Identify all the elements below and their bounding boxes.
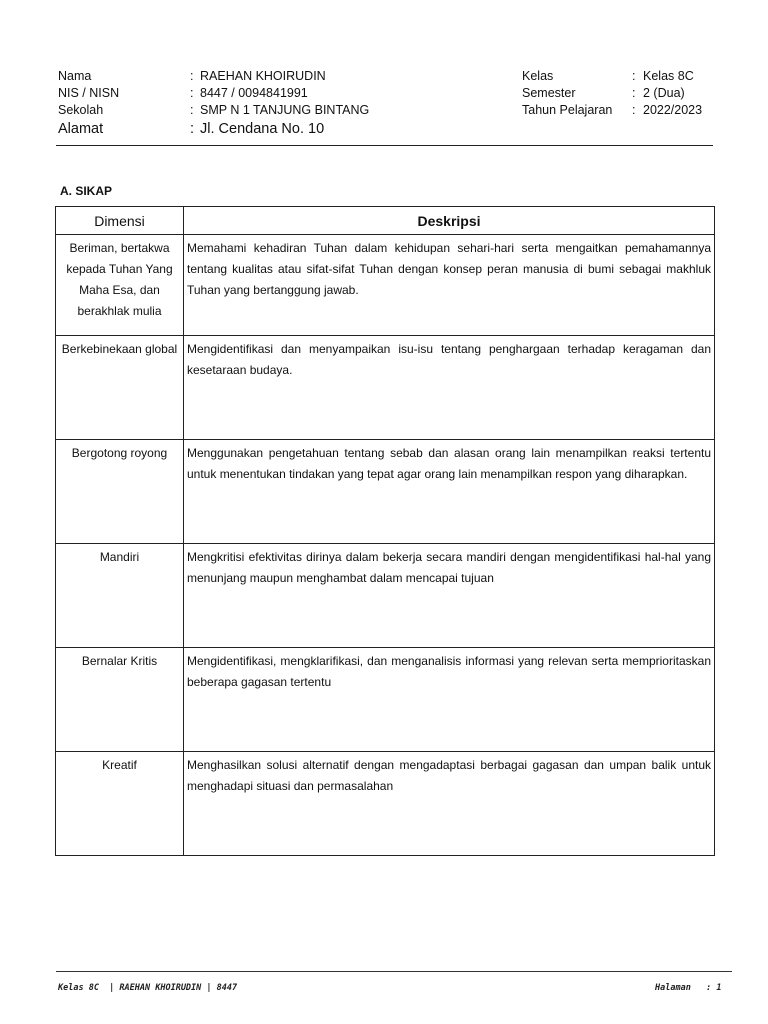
info-label: Kelas [522,69,554,83]
info-value: Jl. Cendana No. 10 [200,121,325,137]
table-row [56,440,715,544]
column-header-deskripsi: Deskripsi [184,207,715,235]
info-value: 2 (Dua) [643,86,685,100]
dimensi-cell: Bernalar Kritis [56,648,184,752]
info-value: 8447 / 0094841991 [200,86,308,100]
dimensi-cell: Mandiri [56,544,184,648]
info-colon: : [632,86,636,100]
info-value: Kelas 8C [643,69,694,83]
table-row [56,336,715,440]
footer-divider [56,971,732,972]
deskripsi-cell: Menggunakan pengetahuan tentang sebab dan alasan orang lain menampilkan reaksi tertentu untuk menentukan tindakan yang tepat agar orang lain menampilkan respon yang diharapkan. [184,440,715,544]
deskripsi-cell: Memahami kehadiran Tuhan dalam kehidupan sehari-hari serta mengaitkan pemahamannya tentang kualitas atau sifat-sifat Tuhan dengan konsep peran manusia di bumi sebagai makhluk Tuhan yang bertanggung jawab. [184,235,715,336]
info-label: Alamat [58,121,104,137]
info-colon: : [632,69,636,83]
deskripsi-cell: Mengidentifikasi dan menyampaikan isu-isu tentang penghargaan terhadap keragaman dan kesetaraan budaya. [184,336,715,440]
deskripsi-cell: Mengidentifikasi, mengklarifikasi, dan menganalisis informasi yang relevan serta memprioritaskan beberapa gagasan tertentu [184,648,715,752]
info-value: SMP N 1 TANJUNG BINTANG [200,103,370,117]
info-label: Sekolah [58,103,104,117]
info-label: Semester [522,86,576,100]
footer-left-text: Kelas 8C | RAEHAN KHOIRUDIN | 8447 [58,983,238,993]
dimensi-cell: Bergotong royong [56,440,184,544]
dimensi-cell: Berkebinekaan global [56,336,184,440]
sikap-table [55,206,715,856]
info-value: 2022/2023 [643,103,703,117]
table-row [56,752,715,856]
info-label: Tahun Pelajaran [522,103,613,117]
info-label: Nama [58,69,92,83]
info-colon: : [632,103,636,117]
section-title: A. SIKAP [60,184,113,198]
table-row [56,544,715,648]
deskripsi-cell: Mengkritisi efektivitas dirinya dalam bekerja secara mandiri dengan mengidentifikasi hal-hal yang menunjang maupun menghambat dalam mencapai tujuan [184,544,715,648]
header-divider [56,145,713,146]
info-colon: : [190,69,194,83]
dimensi-cell: Kreatif [56,752,184,856]
table-row [56,648,715,752]
info-colon: : [190,103,194,117]
deskripsi-cell: Menghasilkan solusi alternatif dengan mengadaptasi berbagai gagasan dan umpan balik untuk menghadapi situasi dan permasalahan [184,752,715,856]
table-header-row [56,207,715,235]
info-value: RAEHAN KHOIRUDIN [200,69,326,83]
dimensi-cell: Beriman, bertakwa kepada Tuhan Yang Maha Esa, dan berakhlak mulia [56,235,184,336]
table-row [56,235,715,336]
column-header-dimensi: Dimensi [56,207,184,235]
info-colon: : [190,86,194,100]
page-number: Halaman : 1 [655,983,722,993]
info-colon: : [190,121,195,137]
info-label: NIS / NISN [58,86,120,100]
